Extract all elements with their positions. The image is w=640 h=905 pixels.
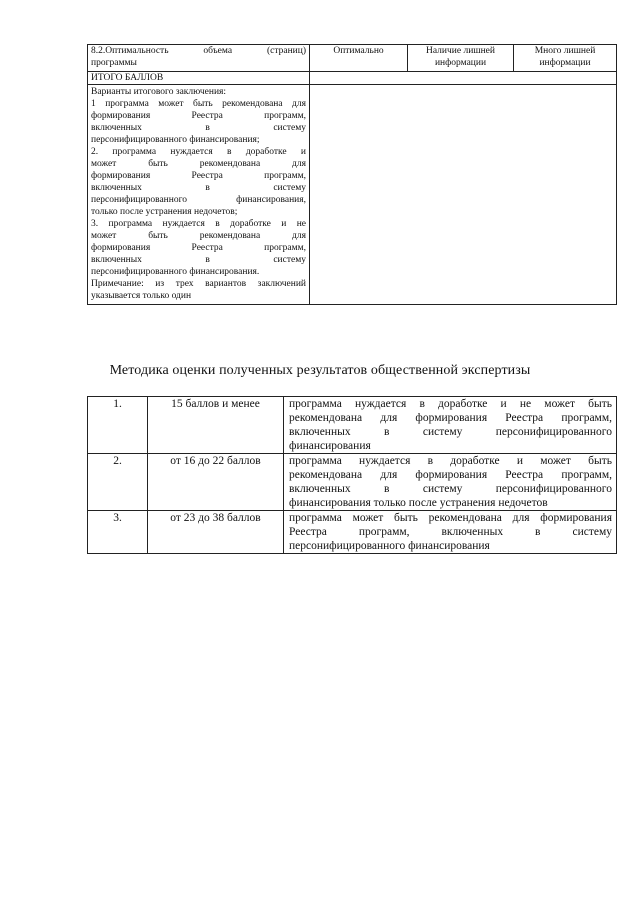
result-description-line: Реестра программ, включенных в систему (289, 526, 612, 538)
result-description (284, 511, 617, 554)
variant-line: формирования Реестра программ, (91, 243, 306, 253)
variant-line: 3. программа нуждается в доработке и не (91, 219, 306, 229)
score-option-text: информации (539, 58, 591, 68)
page-heading: Методика оценки полученных результатов общественной экспертизы (109, 363, 531, 378)
result-number: 2. (88, 454, 148, 511)
variant-line: может быть рекомендована для (91, 231, 306, 241)
variant-line: включенных в систему (91, 255, 306, 265)
score-option-optimal (310, 45, 408, 72)
result-description-line: включенных в систему персонифицированного (289, 426, 612, 438)
results-table (87, 396, 617, 554)
results-row (88, 454, 617, 511)
result-description-line: программа нуждается в доработке и не может быть (289, 398, 612, 410)
result-description-line: рекомендована для формирования Реестра программ, (289, 469, 612, 481)
total-score-value-cell (310, 72, 617, 85)
result-description-line: рекомендована для формирования Реестра программ, (289, 412, 612, 424)
results-table-body (88, 397, 617, 554)
results-row (88, 397, 617, 454)
score-option-some-extra (408, 45, 514, 72)
result-score-range: от 16 до 22 баллов (148, 454, 284, 511)
criterion-label-word: (страниц) (266, 46, 306, 56)
variant-line: включенных в систему (91, 123, 306, 133)
variant-line: включенных в систему (91, 183, 306, 193)
variants-title: Варианты итогового заключения: (91, 87, 227, 97)
variant-line: формирования Реестра программ, (91, 171, 306, 181)
result-description-line: финансирования (289, 440, 371, 452)
result-number: 3. (88, 511, 148, 554)
variant-line: указывается только один (91, 291, 192, 301)
criteria-table (87, 44, 617, 305)
variant-line: персонифицированного финансирования. (91, 267, 260, 277)
variant-line: персонифицированного финансирования, (91, 195, 306, 205)
variant-line: 2. программа нуждается в доработке и (91, 147, 306, 157)
score-option-text: Много лишней (534, 46, 596, 56)
result-description-line: программа может быть рекомендована для формирования (289, 512, 612, 524)
result-description-line: персонифицированного финансирования (289, 540, 490, 552)
variants-list (91, 98, 306, 302)
result-description-line: финансирования только после устранения недочетов (289, 497, 548, 509)
criterion-label-line1 (91, 45, 306, 57)
result-number: 1. (88, 397, 148, 454)
results-row (88, 511, 617, 554)
criterion-label-word: объема (203, 46, 233, 56)
score-option-text: Оптимально (333, 46, 384, 56)
score-option-much-extra (514, 45, 617, 72)
result-description (284, 397, 617, 454)
variant-line: может быть рекомендована для (91, 159, 306, 169)
variant-line: 1 программа может быть рекомендована для (91, 99, 306, 109)
variant-line: Примечание: из трех вариантов заключений (91, 279, 306, 289)
result-description-line: программа нуждается в доработке и может быть (289, 455, 612, 467)
final-conclusion-row (88, 85, 617, 305)
result-description (284, 454, 617, 511)
final-conclusion-value-cell (310, 85, 617, 305)
total-label-text: ИТОГО БАЛЛОВ (91, 73, 164, 83)
result-description-line: включенных в систему персонифицированного (289, 483, 612, 495)
result-score-range: от 23 до 38 баллов (148, 511, 284, 554)
final-conclusion-variants (88, 85, 310, 305)
score-option-text: Наличие лишней (426, 46, 495, 56)
variant-line: персонифицированного финансирования; (91, 135, 260, 145)
variant-line: только после устранения недочетов; (91, 207, 238, 217)
score-option-text: информации (434, 58, 487, 68)
criterion-label-cell (88, 45, 310, 72)
criteria-row-8-2 (88, 45, 617, 72)
total-score-row (88, 72, 617, 85)
criterion-label-word: 8.2.Оптимальность (91, 46, 169, 56)
criterion-label-line2: программы (91, 58, 137, 68)
total-score-label (88, 72, 310, 85)
variant-line: формирования Реестра программ, (91, 111, 306, 121)
result-score-range: 15 баллов и менее (148, 397, 284, 454)
